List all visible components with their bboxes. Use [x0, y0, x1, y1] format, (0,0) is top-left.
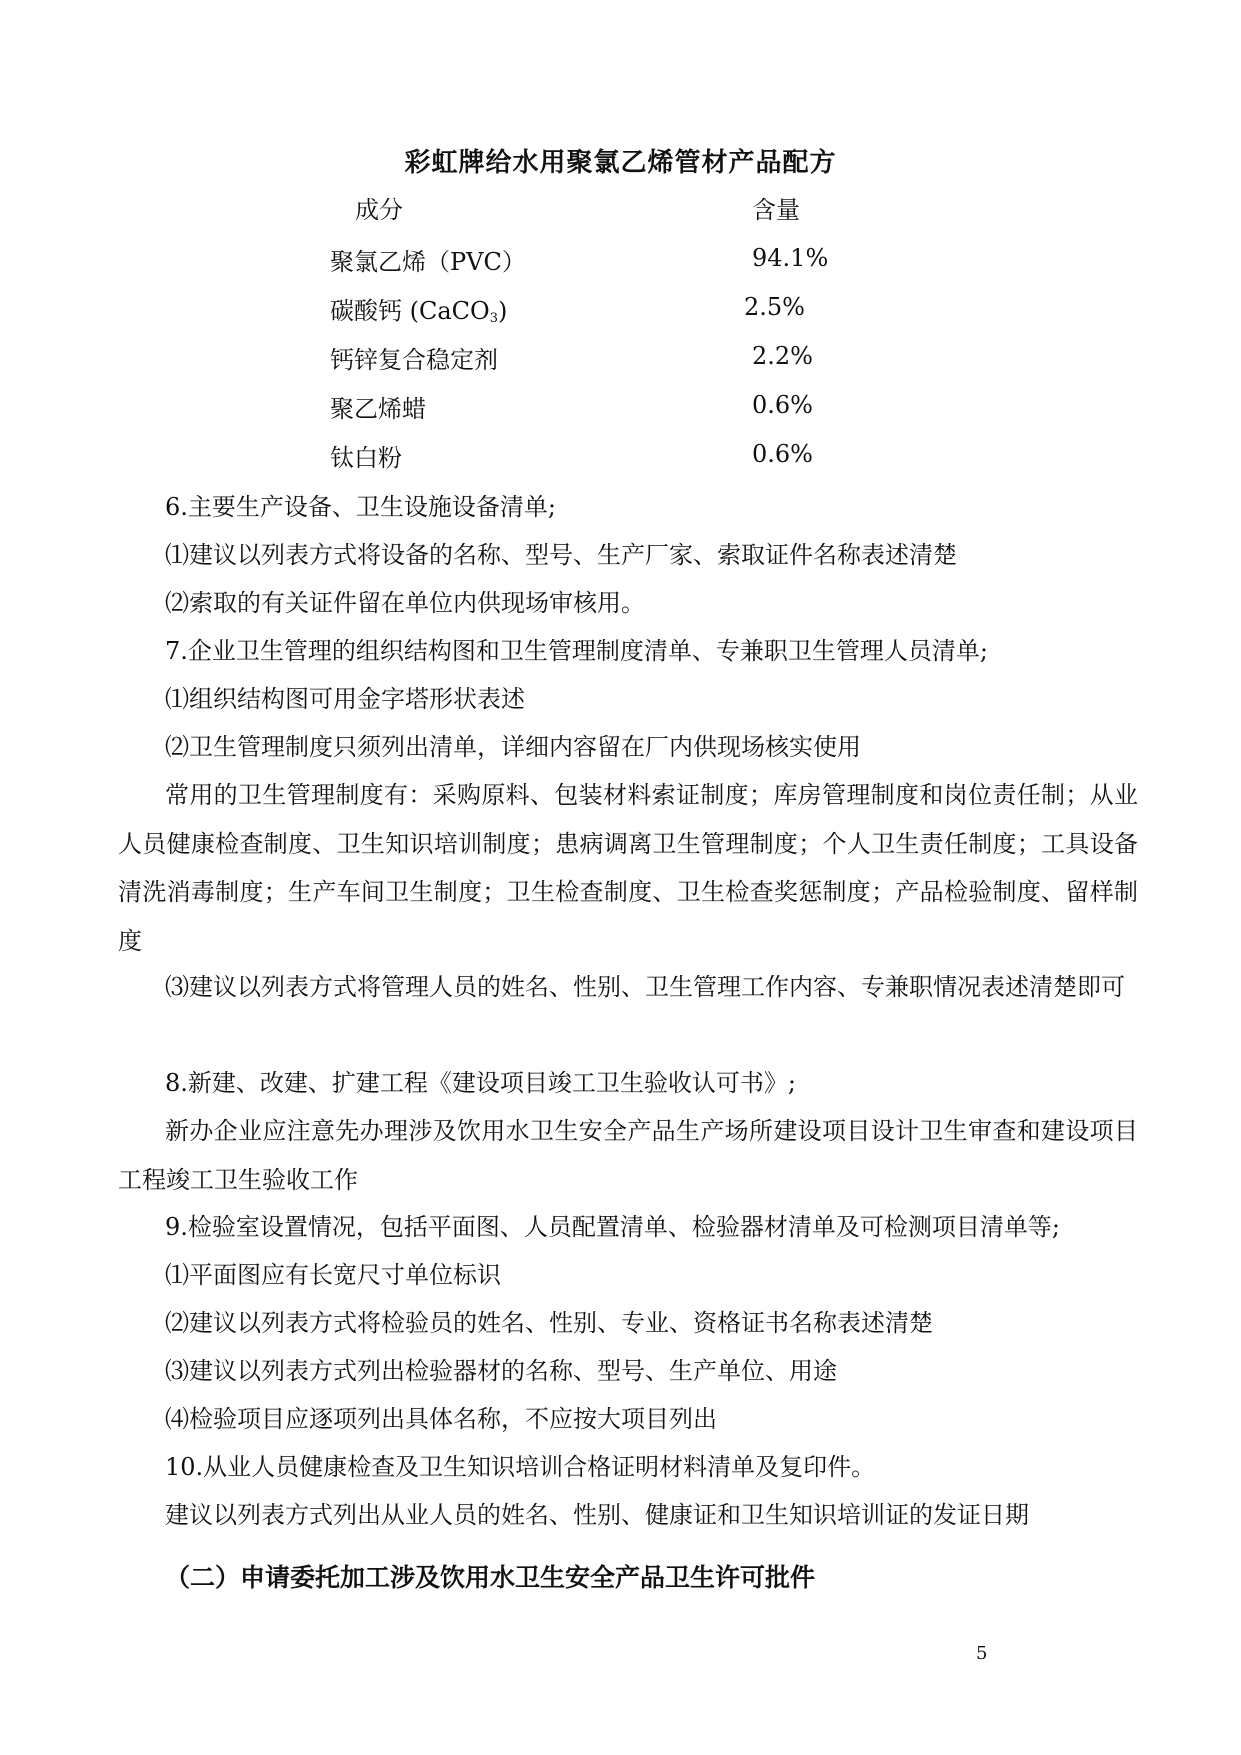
ingredient-name: 钛白粉 [330, 444, 402, 472]
item-9-sub-2: ⑵建议以列表方式将检验员的姓名、性别、专业、资格证书名称表述清楚 [165, 1309, 933, 1337]
common-rules-paragraph: 常用的卫生管理制度有：采购原料、包装材料索证制度；库房管理制度和岗位责任制；从业人员健康检查制度、卫生知识培训制度；患病调离卫生管理制度；个人卫生责任制度；工具设备清洗消毒制度；生产车间卫生制度；卫生检查制度、卫生检查奖惩制度；产品检验制度、留样制度 [118, 781, 1138, 955]
recipe-title: 彩虹牌给水用聚氯乙烯管材产品配方 [404, 148, 837, 178]
item-10-note: 建议以列表方式列出从业人员的姓名、性别、健康证和卫生知识培训证的发证日期 [165, 1501, 1029, 1529]
item-9-sub-4: ⑷检验项目应逐项列出具体名称，不应按大项目列出 [165, 1405, 717, 1433]
page-number: 5 [976, 1643, 988, 1664]
ingredient-amount: 0.6% [752, 440, 813, 468]
ingredient-name: 钙锌复合稳定剂 [330, 346, 498, 374]
item-6: 6.主要生产设备、卫生设施设备清单; [165, 493, 556, 521]
ingredient-amount: 94.1% [752, 244, 829, 272]
item-7-sub-2: ⑵卫生管理制度只须列出清单，详细内容留在厂内供现场核实使用 [165, 733, 861, 761]
item-8: 8.新建、改建、扩建工程《建设项目竣工卫生验收认可书》; [165, 1069, 796, 1097]
ingredient-amount: 2.2% [752, 342, 813, 370]
ingredient-amount: 2.5% [744, 293, 805, 321]
item-6-sub-2: ⑵索取的有关证件留在单位内供现场审核用。 [165, 589, 645, 617]
header-ingredient: 成分 [355, 196, 403, 224]
item-9-sub-3: ⑶建议以列表方式列出检验器材的名称、型号、生产单位、用途 [165, 1357, 837, 1385]
item-9-sub-1: ⑴平面图应有长宽尺寸单位标识 [165, 1261, 501, 1289]
header-content: 含量 [752, 196, 800, 224]
item-9: 9.检验室设置情况，包括平面图、人员配置清单、检验器材清单及可检测项目清单等; [165, 1213, 1060, 1241]
item-7: 7.企业卫生管理的组织结构图和卫生管理制度清单、专兼职卫生管理人员清单; [165, 637, 988, 665]
item-6-sub-1: ⑴建议以列表方式将设备的名称、型号、生产厂家、索取证件名称表述清楚 [165, 541, 957, 569]
ingredient-name: 碳酸钙 (CaCO$_3$) [330, 297, 508, 326]
item-10: 10.从业人员健康检查及卫生知识培训合格证明材料清单及复印件。 [165, 1453, 876, 1481]
section-heading: （二）申请委托加工涉及饮用水卫生安全产品卫生许可批件 [165, 1563, 816, 1592]
ingredient-name: 聚氯乙烯（PVC） [330, 248, 526, 276]
item-7-sub-1: ⑴组织结构图可用金字塔形状表述 [165, 685, 525, 713]
ingredient-name: 聚乙烯蜡 [330, 395, 426, 423]
item-8-note: 新办企业应注意先办理涉及饮用水卫生安全产品生产场所建设项目设计卫生审查和建设项目工程竣工卫生验收工作 [118, 1117, 1138, 1194]
item-7-sub-3: ⑶建议以列表方式将管理人员的姓名、性别、卫生管理工作内容、专兼职情况表述清楚即可 [165, 973, 1125, 1001]
ingredient-amount: 0.6% [752, 391, 813, 419]
